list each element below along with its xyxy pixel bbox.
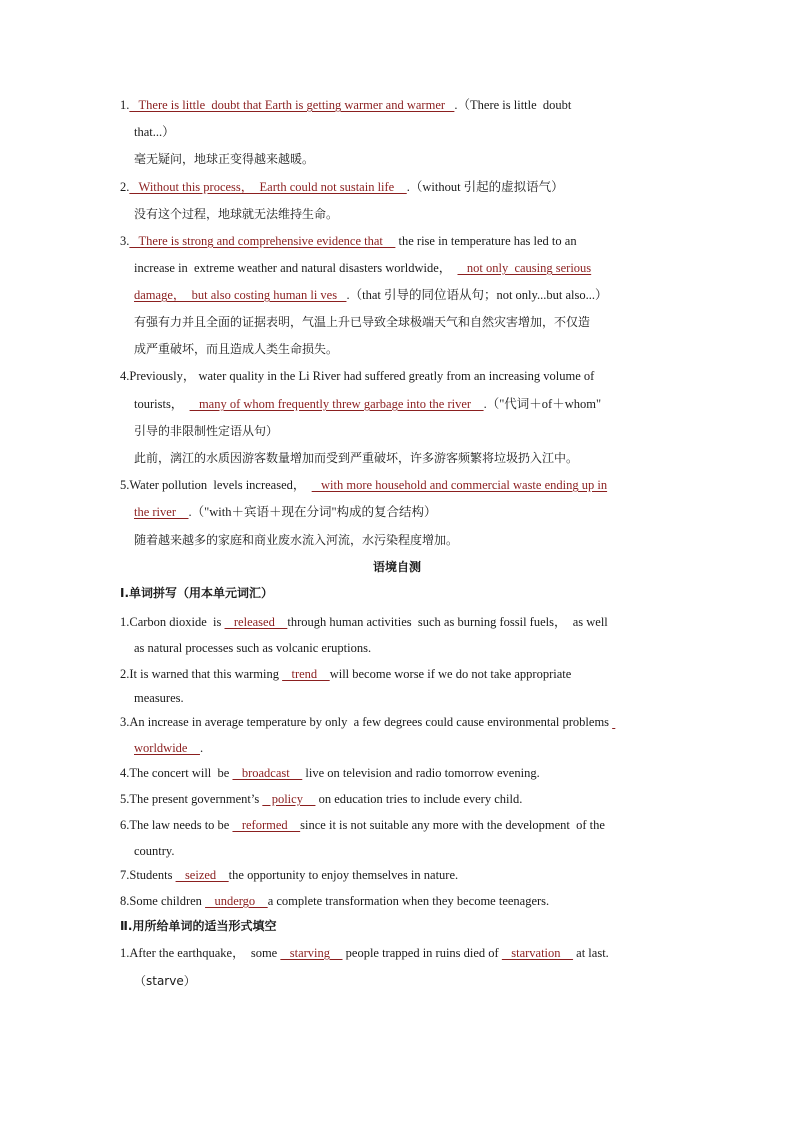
sentence-1-translation: 毫无疑问，地球正变得越来越暖。 [134, 152, 315, 166]
sentence-5-hint: .（"with＋宾语＋现在分词"构成的复合结构） [188, 505, 437, 519]
part-1-q1-line-1 [120, 613, 608, 631]
part-2-q1-line-1 [120, 944, 609, 962]
sentence-1-line-1 [120, 96, 571, 114]
part-2-q1-rest: at last. [573, 946, 609, 960]
part-1-q8-answer: undergo [205, 894, 268, 908]
sentence-4-line-2 [134, 395, 601, 413]
sentence-3-answer-1: There is strong and comprehensive evidence that [129, 234, 396, 248]
sentence-2-translation: 没有这个过程，地球就无法维持生命。 [134, 207, 339, 221]
part-1-q4-text: 4.The concert will be [120, 766, 233, 780]
part-1-q5 [120, 790, 522, 808]
sentence-3-line-3 [134, 286, 607, 304]
sentence-5-text: 5.Water pollution levels increased， [120, 478, 312, 492]
sentence-3-hint: .（that 引导的同位语从句；not only...but also...） [346, 288, 608, 302]
sentence-1-line-2: that...） [134, 125, 175, 139]
part-1-q5-text: 5.The present government’s [120, 792, 263, 806]
sentence-4-translation: 此前，漓江的水质因游客数量增加而受到严重破坏，许多游客频繁将垃圾扔入江中。 [134, 451, 579, 465]
part-1-q5-rest: on education tries to include every child. [315, 792, 523, 806]
part-1-q5-answer: policy [262, 792, 316, 806]
sentence-5-translation: 随着越来越多的家庭和商业废水流入河流，水污染程度增加。 [134, 533, 459, 547]
part-1-q3-answer-start [612, 715, 615, 729]
part-1-q6-rest: since it is not suitable any more with the development of the [300, 818, 605, 832]
sentence-5-line-1 [120, 476, 607, 494]
part-1-q8-text: 8.Some children [120, 894, 206, 908]
sentence-1-number: 1. [120, 98, 130, 112]
part-1-q8-rest: a complete transformation when they become teenagers. [267, 894, 550, 908]
part-1-q7 [120, 866, 458, 884]
part-2-q1-hint: （starve） [134, 974, 196, 988]
sentence-5-answer-1: with more household and commercial waste ending up in [311, 478, 608, 492]
sentence-4-hint-2: 引导的非限制性定语从句） [134, 424, 279, 438]
sentence-2-hint: .（without 引起的虚拟语气） [406, 180, 564, 194]
part-1-q1-line-2: as natural processes such as volcanic eruptions. [134, 641, 372, 655]
sentence-2-number: 2. [120, 180, 130, 194]
part-1-q6-line-2: country. [134, 844, 175, 858]
part-1-q2-line-1 [120, 665, 571, 683]
sentence-5-line-2 [134, 503, 437, 521]
part-2-q1-answer-1: starving [280, 946, 343, 960]
sentence-3-line-1 [120, 232, 577, 250]
sentence-4-hint: .（"代词＋of＋whom" [483, 397, 602, 411]
sentence-4-answer: many of whom frequently threw garbage into the river [189, 397, 484, 411]
sentence-3-line-2 [134, 259, 591, 277]
part-1-q6-line-1 [120, 816, 605, 834]
sentence-3-translation-1: 有强有力并且全面的证据表明，气温上升已导致全球极端天气和自然灾害增加，不仅造 [134, 315, 591, 329]
part-1-q6-answer: reformed [232, 818, 301, 832]
part-2-title: Ⅱ.用所给单词的适当形式填空 [120, 919, 277, 933]
sentence-3-text-1: the rise in temperature has led to an [395, 234, 577, 248]
sentence-3-answer-3: damage， but also costing human li ves [134, 288, 347, 302]
part-1-q2-line-2: measures. [134, 691, 184, 705]
part-1-q2-answer: trend [282, 667, 330, 681]
part-1-q4 [120, 764, 540, 782]
part-2-q1-answer-2: starvation [501, 946, 574, 960]
sentence-1-hint: .（There is little doubt [454, 98, 572, 112]
part-1-q3-answer: worldwide [134, 741, 200, 755]
part-1-q4-rest: live on television and radio tomorrow evening. [302, 766, 540, 780]
part-1-q3-text: 3.An increase in average temperature by only a few degrees could cause environmental problems [120, 715, 613, 729]
part-1-q3-line-1 [120, 713, 615, 731]
sentence-5-answer-2: the river [134, 505, 189, 519]
part-1-q3-line-2 [134, 739, 203, 757]
part-1-q2-text: 2.It is warned that this warming [120, 667, 283, 681]
part-2-q1-mid: people trapped in ruins died of [342, 946, 502, 960]
part-1-q1-text: 1.Carbon dioxide is [120, 615, 225, 629]
sentence-3-answer-2: not only causing serious [457, 261, 592, 275]
part-1-q3-rest: . [199, 741, 204, 755]
part-2-q1-text: 1.After the earthquake， some [120, 946, 281, 960]
part-1-q1-rest: through human activities such as burning fossil fuels， as well [287, 615, 608, 629]
part-1-q7-text: 7.Students [120, 868, 176, 882]
sentence-2-answer: Without this process， Earth could not sustain life [129, 180, 407, 194]
sentence-4-text: tourists， [134, 397, 190, 411]
sentence-3-text-2: increase in extreme weather and natural disasters worldwide， [134, 261, 458, 275]
part-1-q1-answer: released [224, 615, 288, 629]
sentence-2-line-1 [120, 178, 564, 196]
part-1-q6-text: 6.The law needs to be [120, 818, 233, 832]
part-1-q7-answer: seized [175, 868, 229, 882]
sentence-1-answer: There is little doubt that Earth is getting warmer and warmer [129, 98, 455, 112]
sentence-3-translation-2: 成严重破坏，而且造成人类生命损失。 [134, 342, 339, 356]
sentence-3-number: 3. [120, 234, 130, 248]
part-1-q7-rest: the opportunity to enjoy themselves in nature. [228, 868, 459, 882]
part-1-q4-answer: broadcast [232, 766, 303, 780]
section-title: 语境自测 [372, 560, 421, 574]
part-1-q2-rest: will become worse if we do not take appropriate [329, 667, 572, 681]
sentence-4-line-1: 4.Previously， water quality in the Li River had suffered greatly from an increasing volume of [120, 369, 595, 383]
part-1-title: Ⅰ.单词拼写（用本单元词汇） [120, 586, 274, 600]
part-1-q8 [120, 892, 549, 910]
